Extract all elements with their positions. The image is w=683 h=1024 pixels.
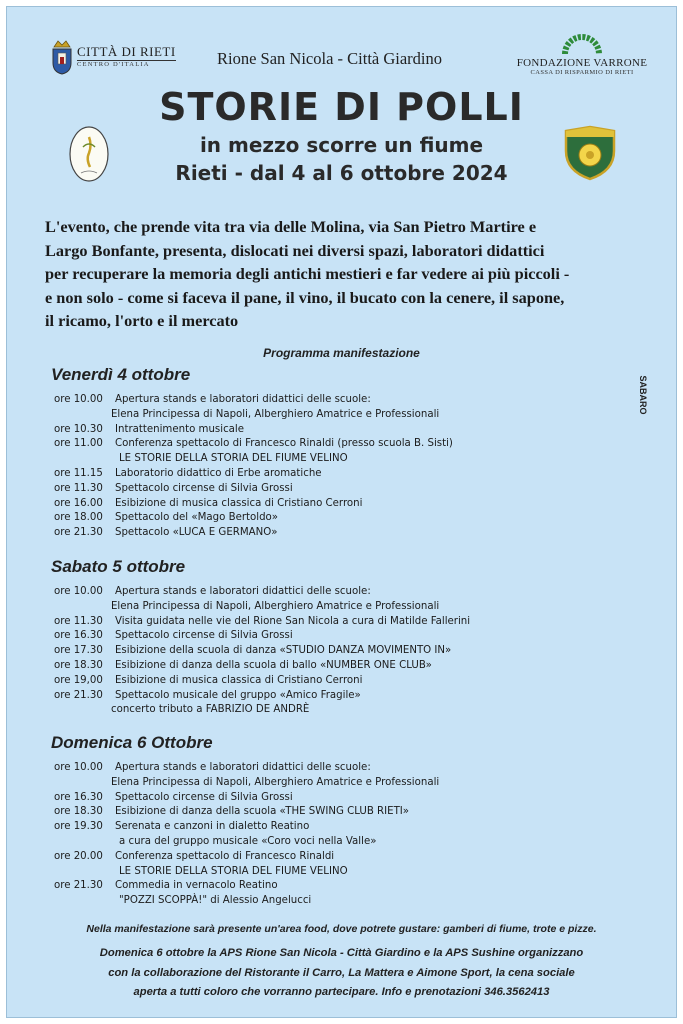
event-time: ore 11.15	[54, 467, 103, 479]
vertical-credit-text: SABARO	[638, 375, 648, 415]
event-row	[7, 820, 676, 835]
poster-title: STORIE DI POLLI	[159, 85, 524, 129]
event-desc: Spettacolo musicale del gruppo «Amico Fragile»	[115, 689, 361, 701]
event-desc: Spettacolo circense di Silvia Grossi	[115, 630, 293, 642]
event-row	[7, 644, 676, 659]
event-row	[7, 423, 676, 438]
event-desc: Intrattenimento musicale	[115, 423, 245, 435]
event-desc: Apertura stands e laboratori didattici delle scuole:	[115, 762, 371, 773]
event-extra: concerto tributo a FABRIZIO DE ANDRÈ	[111, 704, 310, 716]
event-desc: Apertura stands e laboratori didattici delle scuole:	[115, 586, 371, 597]
event-time: ore 18.30	[54, 806, 103, 818]
event-row	[7, 437, 676, 452]
event-time: ore 20.00	[54, 850, 103, 862]
rieti-logo-name: CITTÀ DI RIETI	[77, 44, 176, 60]
event-row	[7, 659, 676, 674]
intro-line: L'evento, che prende vita tra via delle Molina, via San Pietro Martire e	[45, 217, 537, 236]
event-time: ore 21.30	[54, 880, 103, 892]
event-desc: Spettacolo circense di Silvia Grossi	[115, 482, 293, 494]
event-desc: Visita guidata nelle vie del Rione San Nicola a cura di Matilde Fallerini	[115, 615, 471, 627]
event-extra: Elena Principessa di Napoli, Alberghiero Amatrice e Professionali	[111, 600, 440, 612]
varrone-arch-icon	[562, 33, 602, 55]
varrone-logo-sub: CASSA DI RISPARMIO DI RIETI	[530, 69, 634, 76]
event-time: ore 18.30	[54, 659, 103, 671]
food-note: Nella manifestazione sarà presente un'area food, dove potrete gustare: gamberi di fiume, trote e pizze.	[86, 923, 597, 935]
rione-heading: Rione San Nicola - Città Giardino	[217, 49, 442, 68]
intro-paragraph	[45, 215, 645, 333]
event-row	[7, 511, 676, 526]
event-time: ore 11.30	[54, 482, 103, 494]
event-row	[7, 689, 676, 704]
event-row	[7, 467, 676, 482]
event-row	[7, 526, 676, 541]
event-time: ore 11.30	[54, 615, 103, 627]
event-desc: Spettacolo circense di Silvia Grossi	[115, 791, 293, 803]
varrone-logo-name: FONDAZIONE VARRONE	[516, 57, 648, 69]
event-row	[7, 585, 676, 600]
poster-subtitle: in mezzo scorre un fiume	[199, 133, 484, 157]
day-section-saturday	[7, 557, 676, 718]
event-extra: LE STORIE DELLA STORIA DEL FIUME VELINO	[119, 453, 348, 465]
program-title: Programma manifestazione	[263, 346, 420, 360]
event-row	[7, 482, 676, 497]
event-row	[7, 791, 676, 806]
event-desc: Esibizione di musica classica di Cristiano Cerroni	[115, 674, 363, 686]
rieti-logo-sub: CENTRO D'ITALIA	[77, 60, 176, 69]
intro-line: Largo Bonfante, presenta, dislocati nei diversi spazi, laboratori didattici	[45, 240, 545, 260]
event-desc: Esibizione di danza della scuola «THE SWING CLUB RIETI»	[115, 806, 410, 818]
event-time: ore 19,00	[54, 674, 103, 686]
poster-dates: Rieti - dal 4 al 6 ottobre 2024	[175, 161, 508, 185]
event-desc: Spettacolo «LUCA E GERMANO»	[115, 527, 278, 539]
intro-line: per recuperare la memoria degli antichi mestieri e far vedere ai più piccoli -	[45, 264, 570, 283]
event-time: ore 16.30	[54, 791, 103, 803]
event-poster	[6, 6, 677, 1018]
event-time: ore 17.30	[54, 645, 103, 657]
event-desc: Esibizione della scuola di danza «STUDIO DANZA MOVIMENTO IN»	[115, 645, 452, 657]
event-desc: Conferenza spettacolo di Francesco Rinaldi	[115, 850, 335, 862]
day-title: Domenica 6 Ottobre	[51, 733, 213, 752]
closing-line: con la collaborazione del Ristorante il Carro, La Mattera e Aimone Sport, la cena sociale	[108, 966, 575, 979]
event-time: ore 11.00	[54, 438, 103, 450]
intro-line: e non solo - come si faceva il pane, il vino, il bucato con la cenere, il sapone,	[45, 287, 565, 307]
event-extra: LE STORIE DELLA STORIA DEL FIUME VELINO	[119, 865, 348, 877]
event-time: ore 18.00	[54, 512, 103, 524]
event-extra: Elena Principessa di Napoli, Alberghiero Amatrice e Professionali	[111, 776, 440, 788]
event-time: ore 16.00	[54, 497, 103, 509]
closing-line: aperta a tutti coloro che vorranno partecipare. Info e prenotazioni 346.3562413	[133, 986, 550, 998]
event-desc: Esibizione di musica classica di Cristiano Cerroni	[115, 497, 363, 509]
event-row	[7, 393, 676, 408]
event-row	[7, 497, 676, 512]
day-title: Sabato 5 ottobre	[51, 557, 186, 576]
event-extra: "POZZI SCOPPÀ!" di Alessio Angelucci	[119, 895, 312, 907]
event-row	[7, 761, 676, 776]
event-time: ore 10.00	[54, 762, 103, 773]
day-section-sunday	[7, 733, 676, 909]
event-row	[7, 850, 676, 865]
event-row	[7, 879, 676, 894]
intro-line: il ricamo, l'orto e il mercato	[45, 311, 239, 330]
event-time: ore 19.30	[54, 821, 103, 833]
event-row	[7, 615, 676, 630]
event-desc: Serenata e canzoni in dialetto Reatino	[115, 821, 310, 833]
event-desc: Esibizione di danza della scuola di ballo «NUMBER ONE CLUB»	[115, 659, 432, 671]
event-desc: Conferenza spettacolo di Francesco Rinaldi (presso scuola B. Sisti)	[115, 438, 453, 450]
closing-paragraph	[7, 944, 676, 1003]
event-desc: Apertura stands e laboratori didattici delle scuole:	[115, 394, 371, 405]
event-time: ore 16.30	[54, 630, 103, 642]
rieti-crest-icon	[51, 39, 73, 75]
day-title: Venerdì 4 ottobre	[51, 365, 191, 384]
event-extra: Elena Principessa di Napoli, Alberghiero Amatrice e Professionali	[111, 408, 440, 420]
closing-line: Domenica 6 ottobre la APS Rione San Nicola - Città Giardino e la APS Sushine organizzano	[99, 947, 584, 959]
fondazione-varrone-logo	[512, 33, 652, 76]
day-section-friday	[7, 365, 676, 541]
event-desc: Commedia in vernacolo Reatino	[115, 880, 278, 892]
citta-di-rieti-logo	[51, 39, 176, 75]
event-time: ore 10.30	[54, 423, 103, 435]
event-desc: Laboratorio didattico di Erbe aromatiche	[115, 467, 322, 479]
rione-shield-emblem-icon	[562, 125, 618, 181]
event-time: ore 21.30	[54, 527, 103, 539]
event-row	[7, 629, 676, 644]
event-time: ore 10.00	[54, 394, 103, 405]
event-time: ore 10.00	[54, 586, 103, 597]
event-row	[7, 805, 676, 820]
event-desc: Spettacolo del «Mago Bertoldo»	[115, 512, 279, 524]
event-time: ore 21.30	[54, 689, 103, 701]
event-extra: a cura del gruppo musicale «Coro voci nella Valle»	[119, 835, 377, 847]
event-row	[7, 674, 676, 689]
